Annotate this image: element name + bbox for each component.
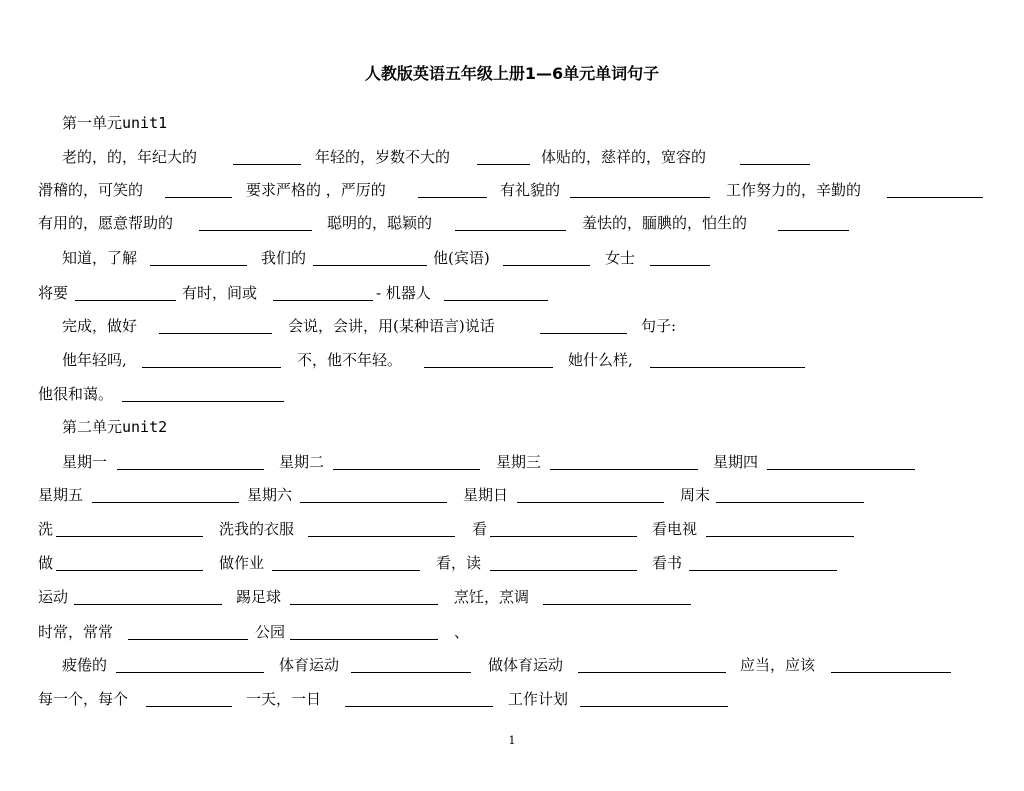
prompt: 他年轻吗,: [62, 351, 127, 369]
prompt: 有用的，愿意帮助的: [38, 214, 174, 232]
prompt: 洗: [38, 520, 54, 538]
prompt: 星期四: [713, 453, 759, 471]
answer-blank: [767, 469, 915, 470]
prompt: 星期六: [247, 486, 293, 504]
prompt: 滑稽的，可笑的: [38, 181, 144, 199]
answer-blank: [146, 706, 232, 707]
answer-blank: [273, 300, 373, 301]
prompt: 每一个，每个: [38, 690, 129, 708]
answer-blank: [290, 639, 438, 640]
prompt: 看书: [652, 554, 683, 572]
page-number: 1: [508, 734, 516, 747]
prompt: 周末: [680, 486, 711, 504]
answer-blank: [333, 469, 480, 470]
answer-blank: [689, 570, 837, 571]
answer-blank: [128, 639, 248, 640]
prompt: 老的，的，年纪大的: [62, 148, 198, 166]
prompt: 她什么样,: [568, 351, 633, 369]
prompt: 应当，应该: [740, 656, 816, 674]
prompt: 将要: [38, 284, 69, 302]
answer-blank: [74, 604, 222, 605]
prompt: 看: [472, 520, 488, 538]
answer-blank: [122, 401, 284, 402]
prompt: 疲倦的: [62, 656, 108, 674]
prompt: 洗我的衣服: [219, 520, 295, 538]
prompt: 做作业: [219, 554, 265, 572]
prompt: 星期五: [38, 486, 84, 504]
answer-blank: [159, 333, 272, 334]
answer-blank: [550, 469, 698, 470]
answer-blank: [578, 672, 726, 673]
prompt: 知道，了解: [62, 249, 138, 267]
answer-blank: [740, 164, 810, 165]
answer-blank: [490, 536, 637, 537]
prompt: 年轻的，岁数不大的: [315, 148, 451, 166]
answer-blank: [290, 604, 438, 605]
answer-blank: [650, 367, 805, 368]
answer-blank: [543, 604, 691, 605]
prompt: 他(宾语): [433, 249, 490, 267]
answer-blank: [716, 502, 864, 503]
answer-blank: [75, 300, 176, 301]
answer-blank: [308, 536, 455, 537]
prompt: 运动: [38, 588, 69, 606]
answer-blank: [778, 230, 849, 231]
prompt: 会说，会讲，用(某种语言)说话: [288, 317, 495, 335]
prompt: 他很和蔼。: [38, 385, 114, 403]
prompt: 烹饪，烹调: [454, 588, 530, 606]
answer-blank: [165, 197, 232, 198]
answer-blank: [650, 265, 710, 266]
prompt: 句子:: [641, 317, 677, 335]
prompt: 体育运动: [279, 656, 340, 674]
answer-blank: [92, 502, 239, 503]
prompt: 一天，一日: [246, 690, 322, 708]
answer-blank: [351, 672, 471, 673]
unit1-heading: 第一单元unit1: [62, 114, 168, 132]
prompt: - 机器人: [376, 284, 431, 302]
answer-blank: [540, 333, 627, 334]
answer-blank: [503, 265, 590, 266]
answer-blank: [517, 502, 664, 503]
prompt: 工作努力的，辛勤的: [726, 181, 862, 199]
prompt: 我们的: [261, 249, 307, 267]
prompt: 踢足球: [236, 588, 282, 606]
prompt: 有时，间或: [182, 284, 258, 302]
prompt: 星期一: [62, 453, 108, 471]
answer-blank: [418, 197, 487, 198]
prompt: 要求严格的 ，严厉的: [246, 181, 386, 199]
answer-blank: [199, 230, 312, 231]
prompt: 工作计划: [508, 690, 569, 708]
answer-blank: [831, 672, 951, 673]
prompt: 羞怯的，腼腆的，怕生的: [582, 214, 748, 232]
answer-blank: [490, 570, 637, 571]
prompt: 、: [454, 623, 470, 641]
unit2-heading: 第二单元unit2: [62, 418, 168, 436]
prompt: 有礼貌的: [500, 181, 561, 199]
answer-blank: [455, 230, 566, 231]
answer-blank: [887, 197, 983, 198]
answer-blank: [142, 367, 281, 368]
answer-blank: [117, 469, 264, 470]
prompt: 星期日: [463, 486, 509, 504]
answer-blank: [580, 706, 728, 707]
answer-blank: [233, 164, 301, 165]
answer-blank: [300, 502, 447, 503]
prompt: 完成，做好: [62, 317, 138, 335]
answer-blank: [444, 300, 548, 301]
page-title: 人教版英语五年级上册1—6单元单词句子: [364, 64, 660, 83]
prompt: 公园: [255, 623, 286, 641]
prompt: 体贴的，慈祥的，宽容的: [541, 148, 707, 166]
prompt: 女士: [605, 249, 636, 267]
answer-blank: [116, 672, 264, 673]
answer-blank: [570, 197, 710, 198]
answer-blank: [272, 570, 420, 571]
answer-blank: [150, 265, 247, 266]
prompt: 看，读: [436, 554, 482, 572]
prompt: 时常，常常: [38, 623, 114, 641]
answer-blank: [345, 706, 493, 707]
answer-blank: [477, 164, 530, 165]
prompt: 星期二: [279, 453, 325, 471]
prompt: 星期三: [496, 453, 542, 471]
prompt: 做体育运动: [488, 656, 564, 674]
prompt: 聪明的，聪颖的: [327, 214, 433, 232]
prompt: 做: [38, 554, 54, 572]
answer-blank: [56, 570, 203, 571]
prompt: 不，他不年轻。: [297, 351, 403, 369]
prompt: 看电视: [652, 520, 698, 538]
answer-blank: [313, 265, 427, 266]
answer-blank: [56, 536, 203, 537]
answer-blank: [706, 536, 854, 537]
answer-blank: [424, 367, 553, 368]
